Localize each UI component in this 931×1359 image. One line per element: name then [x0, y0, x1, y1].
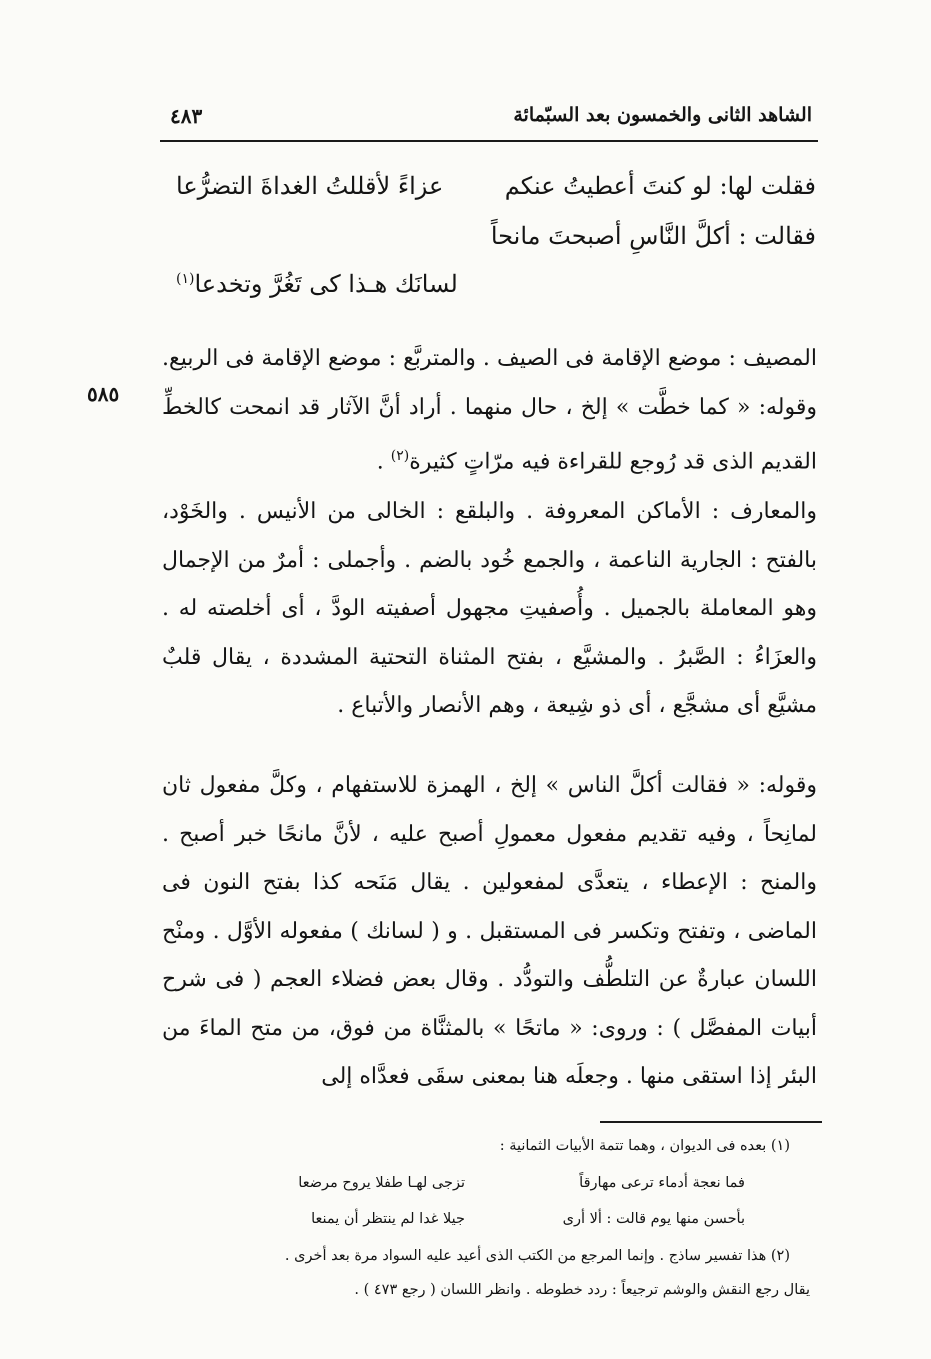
- footnote-ref-2: (٢): [390, 448, 410, 464]
- verse-line-1: [176, 172, 816, 212]
- page-header: [160, 104, 818, 134]
- paragraph-1: [162, 335, 817, 487]
- footnote-ref-1: (١): [176, 271, 195, 287]
- running-title: الشاهد الثانى والخمسون بعد السبّمائة: [513, 104, 812, 126]
- page-number: ٤٨٣: [170, 104, 203, 128]
- footnote-1-verse-1-second: تزجى لهـا طفلا يروح مرضعا: [298, 1175, 465, 1191]
- verse-2-first-hemistich: فقالت : أكلَّ النَّاسِ أصبحتَ مانحاً: [490, 222, 816, 250]
- paragraph-3: وقوله: « فقالت أكلَّ الناس » إلخ ، الهمزة للاستفهام ، وكلَّ مفعول ثان لمانِحاً ، وفيه تقديم مفعول معمولِ أصبح عليه ، لأنَّ مانحًا خبر أصبح . والمنح : الإعطاء ، يتعدَّى لمفعولين . يقال مَنَحه كذا بفتح النون فى الماضى ، وتفتح وتكسر فى المستقبل . و ( لسانك ) مفعوله الأوَّل . ومنْح اللسان عبارةٌ عن التلطُّف والتودُّد . وقال بعض فضلاء العجم ( فى شرح أبيات المفصَّل ) : وروى: « ماتحًا » بالمثنَّاة من فوق، من متح الماءَ من البئر إذا استقى منها . وجعلَه هنا بمعنى سقَى فعدَّاه إلى: [162, 773, 817, 1089]
- paragraph-1-tail: .: [376, 449, 391, 475]
- footnote-2-line-1: (٢) هذا تفسير ساذج . وإنما المرجع من الكتب الذى أعيد عليه السواد مرة بعد أخرى .: [284, 1248, 790, 1264]
- footnote-1-verse-2-second: جيلا غدا لم ينتظر أن يمنعا: [311, 1211, 465, 1227]
- margin-number: ٥٨٥: [87, 382, 120, 406]
- paragraph-2: والمعارف : الأماكن المعروفة . والبلقع : الخالى من الأنيس . والخَوْد، بالفتح : الجارية الناعمة ، والجمع خُود بالضم . وأجملى : أمرٌ من الإجمال وهو المعاملة بالجميل . وأُصفيتِ مجهول أصفيته الودَّ ، أى أخلصته له . والعزَاءُ : الصَّبرُ . والمشيَّع ، بفتح المثناة التحتية المشددة ، يقال قلبٌ مشيَّع أى مشجَّع ، أى ذو شِيعة ، وهم الأنصار والأتباع .: [162, 499, 817, 718]
- footnote-1-verse-1-first: فما نعجة أدماء ترعى مهارقاً: [579, 1175, 745, 1191]
- verse-line-2: [176, 222, 816, 262]
- verse-3-second-hemistich: لسانَك هـذا كى تَغُرَّ وتخدعا: [194, 270, 458, 298]
- header-rule: [160, 140, 818, 142]
- footnote-2-line-2: يقال رجع النقش والوشم ترجيعاً : ردد خطوطه . وانظر اللسان ( رجع ٤٧٣ ) .: [354, 1282, 810, 1298]
- footnote-1-verse-2-first: بأحسن منها يوم قالت : ألا أرى: [562, 1211, 745, 1227]
- footnote-1-intro: (١) بعده فى الديوان ، وهما تتمة الأبيات الثمانية :: [499, 1138, 790, 1154]
- footnote-separator: [600, 1121, 822, 1123]
- verse-1-second-hemistich: عزاءً لأقللتُ الغداةَ التضرُّعا: [176, 172, 444, 200]
- paragraph-1-text: المصيف : موضع الإقامة فى الصيف . والمتربَّع : موضع الإقامة فى الربيع. وقوله: « كما خطَّت » إلخ ، حال منهما . أراد أنَّ الآثار قد انمحت كالخطِّ القديم الذى قد رُوجع للقراءة فيه مرّاتٍ كثيرة: [162, 346, 817, 475]
- verse-1-first-hemistich: فقلت لها: لو كنتَ أعطيتُ عنكم: [504, 172, 816, 200]
- verse-3-second-hemistich-with-ref: [176, 270, 458, 298]
- verse-line-3: [176, 270, 816, 310]
